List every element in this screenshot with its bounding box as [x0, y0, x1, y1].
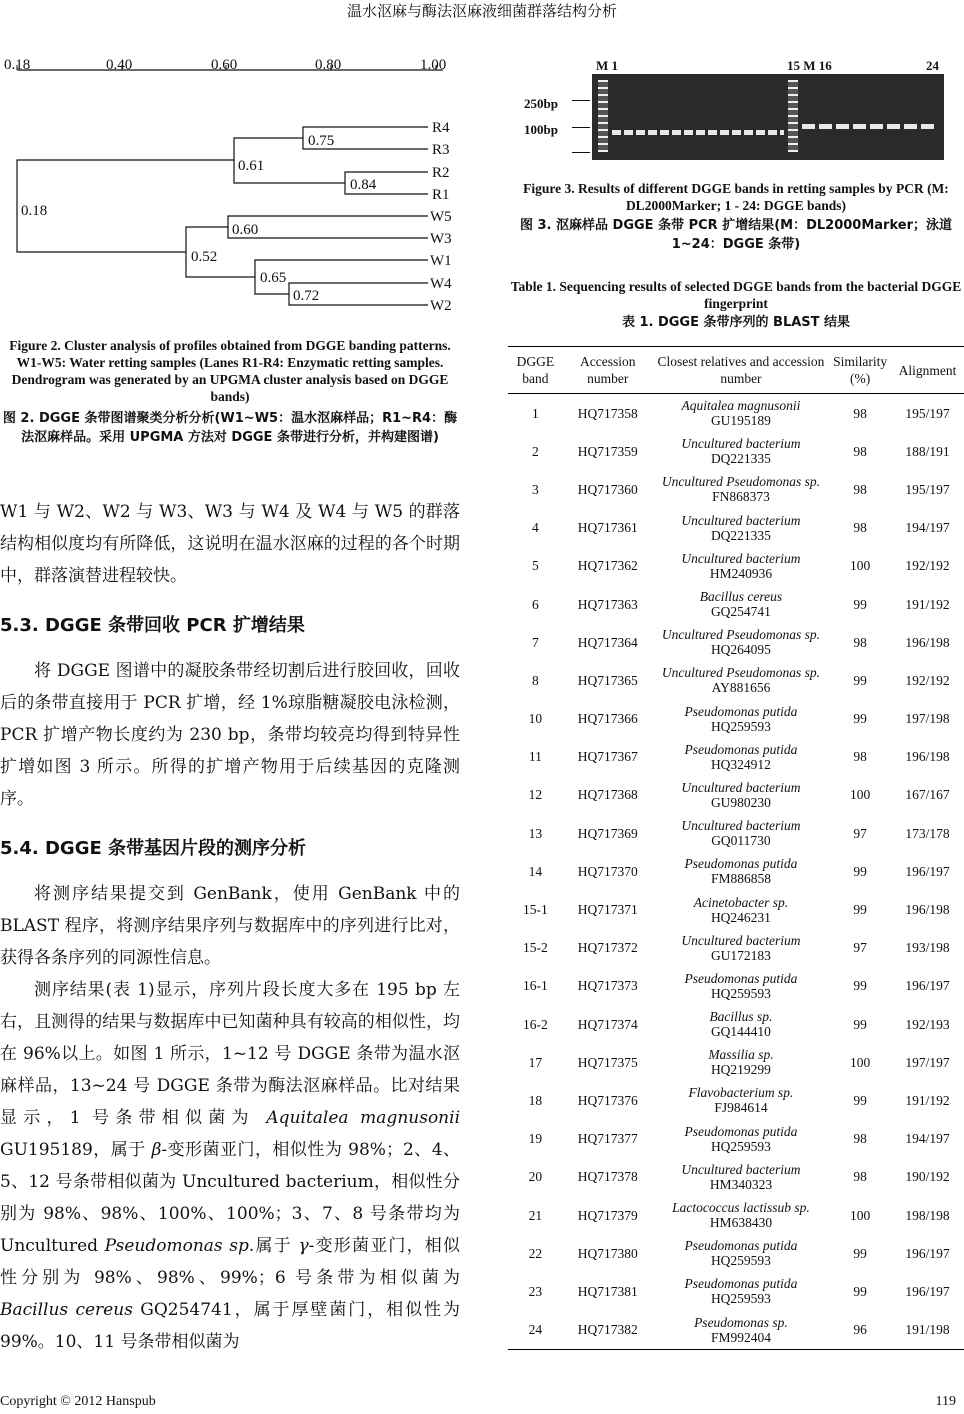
relative-name: Pseudomonas putida [684, 1238, 798, 1254]
paragraph: 将测序结果提交到 GenBank，使用 GenBank 中的 BLAST 程序，将测序结果序列与数据库中的序列进行比对，获得各条序列的同源性信息。 测序结果(表 1)显示，序列片段长度大多在 195 bp 左右，且测得的结果与数据库中已知菌种具有较高的相似性，均在 96%以上。如图 1 所示，1~12 号 DGGE 条带为温水沤麻样品，13~24 号 DGGE 条带为酶法沤麻样品。比对结果显示，1 号条带相似菌为 Aquitalea magnusonii GU195189，属于 β-变形菌亚门，相似性为 98%；2、4、5、12 号条带相似菌为 Uncultured bacterium，相似性分别为 98%、98%、100%、100%；3、7、8 号条带均为 Uncultured Pseudomonas sp.属于 γ-变形菌亚门，相似性分别为 98%、98%、99%；6 号条带为相似菌为 Bacillus cereus GQ254741，属于厚壁菌门，相似性为 99%。10、11 号条带相似菌为 [0, 884, 461, 1352]
figure2-caption-en: Figure 2. Cluster analysis of profiles obtained from DGGE banding patterns. W1-W5: Water retting samples (Lanes R1-R4: Enzymatic retting samples. Dendrogram was generated by an UPGMA cluster analysis based on DGGE bands) [9, 338, 451, 404]
table-row [508, 394, 964, 433]
relative-accession: GQ011730 [711, 833, 771, 849]
cell-alignment: 197/197 [905, 1054, 950, 1070]
cell-alignment: 193/198 [905, 940, 950, 956]
dendrogram-figure [0, 52, 470, 320]
cell-band: 19 [528, 1131, 543, 1147]
table-row [508, 470, 964, 508]
cell-relative [653, 814, 830, 852]
col-header: Similarity (%) [829, 347, 891, 394]
relative-accession: HQ264095 [710, 642, 771, 658]
cell-relative [653, 1158, 830, 1196]
cell-band: 10 [528, 711, 543, 727]
cell-relative [653, 547, 830, 585]
dendrogram-branches [17, 127, 428, 305]
marker-ladder-lane [788, 80, 798, 152]
relative-accession: GU172183 [710, 947, 771, 963]
page-number: 119 [935, 1394, 956, 1409]
lane-label: 24 [926, 58, 939, 73]
relative-accession: GU195189 [710, 413, 771, 429]
axis-tick: 1.00 [420, 57, 447, 73]
node-label: 0.61 [238, 158, 265, 174]
cell-band: 21 [528, 1207, 543, 1223]
section-heading: 5.4. DGGE 条带基因片段的测序分析 [0, 838, 307, 859]
leaf-label: W4 [430, 276, 452, 292]
cell-band: 8 [532, 672, 539, 688]
cell-band: 20 [528, 1169, 543, 1185]
cell-band: 24 [508, 1311, 563, 1350]
table-row [508, 1158, 964, 1196]
relative-name: Pseudomonas putida [684, 741, 798, 757]
cell-similarity: 97 [853, 940, 867, 956]
cell-relative [653, 1081, 830, 1119]
col-header: Alignment [891, 347, 964, 394]
node-label: 0.60 [232, 222, 259, 238]
col-header: DGGE band [508, 347, 563, 394]
relative-accession: HQ259593 [710, 1291, 771, 1307]
cell-relative [653, 967, 830, 1005]
cell-relative [653, 432, 830, 470]
cell-accession: HQ717370 [577, 863, 638, 879]
table-row [508, 814, 964, 852]
relative-name: Pseudomonas putida [684, 1123, 798, 1139]
cell-band: 17 [528, 1054, 543, 1070]
table-row [508, 1005, 964, 1043]
relative-accession: HQ259593 [710, 1138, 771, 1154]
table-row [508, 1196, 964, 1234]
cell-alignment: 191/198 [891, 1311, 964, 1350]
cell-band: 15-2 [523, 940, 548, 956]
cell-similarity: 99 [853, 863, 867, 879]
cell-similarity: 99 [853, 902, 867, 918]
cell-alignment: 197/198 [905, 711, 950, 727]
size-label: 250bp [524, 96, 558, 111]
cell-similarity: 100 [849, 1207, 871, 1223]
cell-similarity: 98 [853, 520, 867, 536]
lane-label: 15 M 16 [787, 58, 832, 73]
cell-relative [653, 470, 830, 508]
axis-tick: 0.40 [106, 57, 133, 73]
sample-bands [612, 130, 784, 135]
relative-name: Uncultured bacterium [681, 932, 801, 948]
cell-relative [653, 1005, 830, 1043]
running-header: 温水沤麻与酶法沤麻液细菌群落结构分析 [346, 2, 617, 20]
cell-accession: HQ717375 [577, 1054, 638, 1070]
paragraph: 将 DGGE 图谱中的凝胶条带经切割后进行胶回收，回收后的条带直接用于 PCR 扩增，经 1%琼脂糖凝胶电泳检测，PCR 扩增产物长度约为 230 bp，条带均较亮均得到特异性扩增如图 3 所示。所得的扩增产物用于后续基因的克隆测序。 [0, 661, 460, 809]
gel-background [592, 74, 944, 160]
cell-alignment: 195/197 [905, 481, 950, 497]
cell-relative [653, 776, 830, 814]
table-row [508, 1234, 964, 1272]
relative-name: Uncultured bacterium [681, 436, 801, 452]
cell-relative [653, 394, 830, 433]
relative-accession: FM992404 [710, 1329, 771, 1345]
cell-similarity: 99 [853, 1283, 867, 1299]
relative-name: Uncultured Pseudomonas sp. [661, 627, 820, 643]
relative-name: Acinetobacter sp. [693, 894, 789, 910]
relative-name: Uncultured bacterium [681, 550, 801, 566]
cell-alignment: 195/197 [905, 405, 950, 421]
cell-accession: HQ717376 [577, 1092, 638, 1108]
figure2-caption-zh: 图 2. DGGE 条带图谱聚类分析分析(W1~W5：温水沤麻样品；R1~R4：酶法沤麻样品。采用 UPGMA 方法对 DGGE 条带进行分析，并构建图谱) [2, 411, 458, 445]
relative-name: Flavobacterium sp. [688, 1085, 794, 1101]
cell-relative [653, 1234, 830, 1272]
table-row [508, 776, 964, 814]
cell-alignment: 192/192 [905, 558, 950, 574]
gel-image-panel [508, 52, 964, 167]
cell-relative [653, 623, 830, 661]
table-row [508, 1043, 964, 1081]
cell-alignment: 196/197 [905, 1245, 950, 1261]
relative-name: Pseudomonas putida [684, 970, 798, 986]
relative-accession: HM340323 [709, 1176, 773, 1192]
cell-relative [653, 1311, 830, 1350]
section-heading: 5.3. DGGE 条带回收 PCR 扩增结果 [0, 615, 305, 636]
cell-relative [653, 738, 830, 776]
cell-accession: HQ717379 [577, 1207, 638, 1223]
table-row [508, 661, 964, 699]
relative-name: Uncultured bacterium [681, 818, 801, 834]
relative-accession: AY881656 [711, 680, 771, 696]
cell-alignment: 192/193 [905, 1016, 950, 1032]
col-header: Accession number [563, 347, 653, 394]
col-header: Closest relatives and accession number [653, 347, 830, 394]
relative-accession: HM638430 [709, 1215, 773, 1231]
cell-accession: HQ717365 [577, 672, 638, 688]
relative-name: Pseudomonas putida [684, 1276, 798, 1292]
relative-accession: FJ984614 [714, 1100, 768, 1116]
cell-relative [653, 929, 830, 967]
cell-alignment: 190/192 [905, 1169, 950, 1185]
relative-accession: FM886858 [710, 871, 771, 887]
cell-band: 6 [532, 596, 539, 612]
cell-alignment: 198/198 [905, 1207, 950, 1223]
cell-accession: HQ717367 [577, 749, 638, 765]
cell-alignment: 191/192 [905, 1092, 950, 1108]
relative-accession: GQ254741 [710, 604, 771, 620]
table-row [508, 1120, 964, 1158]
relative-name: Aquitalea magnusonii [681, 398, 801, 414]
figure3-caption-en: Figure 3. Results of different DGGE bands in retting samples by PCR (M: DL2000Marker; 1 - 24: DGGE bands) [523, 181, 949, 213]
cell-alignment: 196/197 [905, 1283, 950, 1299]
cell-accession: HQ717363 [577, 596, 638, 612]
cell-similarity: 98 [853, 1131, 867, 1147]
cell-similarity: 99 [853, 711, 867, 727]
cell-band: 2 [532, 443, 539, 459]
marker-ladder-lane [598, 80, 608, 152]
cell-similarity: 99 [853, 1245, 867, 1261]
cell-similarity: 98 [853, 443, 867, 459]
relative-accession: DQ221335 [710, 451, 771, 467]
relative-accession: GU980230 [710, 794, 771, 810]
sequencing-table [508, 346, 964, 1350]
relative-name: Uncultured bacterium [681, 779, 801, 795]
cell-band: 16-1 [523, 978, 548, 994]
table-row [508, 547, 964, 585]
cell-relative [653, 852, 830, 890]
copyright: Copyright © 2012 Hanspub [0, 1394, 156, 1409]
table-row [508, 509, 964, 547]
cell-relative [653, 1272, 830, 1310]
cell-relative [653, 700, 830, 738]
cell-accession: HQ717359 [577, 443, 638, 459]
table-row [508, 623, 964, 661]
cell-band: 15-1 [523, 902, 548, 918]
cell-alignment: 188/191 [905, 443, 950, 459]
table-row [508, 1081, 964, 1119]
relative-accession: GQ144410 [710, 1024, 771, 1040]
cell-similarity: 96 [829, 1311, 891, 1350]
relative-name: Bacillus cereus [699, 589, 783, 605]
relative-name: Uncultured bacterium [681, 512, 801, 528]
cell-band: 22 [528, 1245, 543, 1261]
cell-similarity: 98 [853, 634, 867, 650]
cell-accession: HQ717374 [577, 1016, 638, 1032]
node-label: 0.72 [293, 288, 320, 304]
node-label: 0.52 [191, 249, 218, 265]
cell-accession: HQ717372 [577, 940, 638, 956]
cell-similarity: 99 [853, 1016, 867, 1032]
cell-alignment: 196/198 [905, 902, 950, 918]
axis-tick: 0.18 [4, 57, 31, 73]
table-row [508, 1311, 964, 1350]
cell-accession: HQ717377 [577, 1131, 638, 1147]
leaf-label: R3 [432, 142, 450, 158]
cell-band: 13 [528, 825, 543, 841]
leaf-label: R4 [432, 120, 450, 136]
cell-alignment: 194/197 [905, 520, 950, 536]
cell-alignment: 196/197 [905, 978, 950, 994]
cell-accession: HQ717366 [577, 711, 638, 727]
cell-band: 7 [532, 634, 539, 650]
cell-similarity: 99 [853, 1092, 867, 1108]
node-label: 0.75 [308, 133, 335, 149]
cell-accession: HQ717382 [563, 1311, 653, 1350]
cell-band: 1 [532, 405, 539, 421]
cell-similarity: 100 [849, 1054, 871, 1070]
table-row [508, 967, 964, 1005]
cell-accession: HQ717378 [577, 1169, 638, 1185]
relative-accession: DQ221335 [710, 527, 771, 543]
cell-similarity: 100 [849, 558, 871, 574]
cell-band: 18 [528, 1092, 543, 1108]
cell-alignment: 196/198 [905, 634, 950, 650]
cell-similarity: 98 [853, 749, 867, 765]
relative-name: Uncultured Pseudomonas sp. [661, 474, 820, 490]
cell-similarity: 99 [853, 672, 867, 688]
relative-accession: HQ259593 [710, 985, 771, 1001]
cell-accession: HQ717362 [577, 558, 638, 574]
cell-accession: HQ717371 [577, 902, 638, 918]
table1-caption-zh: 表 1. DGGE 条带序列的 BLAST 结果 [621, 315, 851, 330]
table-row [508, 432, 964, 470]
lane-label: M 1 [596, 58, 619, 73]
leaf-label: W5 [430, 209, 452, 225]
table-row [508, 585, 964, 623]
sample-bands [802, 124, 938, 129]
cell-similarity: 98 [853, 1169, 867, 1185]
relative-accession: HQ259593 [710, 718, 771, 734]
cell-band: 23 [528, 1283, 543, 1299]
cell-relative [653, 1120, 830, 1158]
cell-accession: HQ717360 [577, 481, 638, 497]
table-row [508, 890, 964, 928]
cell-alignment: 192/192 [905, 672, 950, 688]
relative-accession: HQ219299 [710, 1062, 771, 1078]
cell-similarity: 97 [853, 825, 867, 841]
node-label: 0.18 [21, 203, 48, 219]
relative-name: Pseudomonas putida [684, 703, 798, 719]
cell-band: 12 [528, 787, 543, 803]
table-row [508, 700, 964, 738]
relative-name: Pseudomonas sp. [694, 1314, 788, 1330]
cell-alignment: 173/178 [905, 825, 950, 841]
cell-band: 11 [528, 749, 542, 765]
relative-accession: HM240936 [709, 565, 773, 581]
cell-alignment: 196/198 [905, 749, 950, 765]
leaf-label: W2 [430, 298, 452, 314]
table-row [508, 929, 964, 967]
relative-name: Massilia sp. [708, 1047, 774, 1063]
relative-name: Uncultured Pseudomonas sp. [661, 665, 820, 681]
cell-accession: HQ717361 [577, 520, 638, 536]
cell-relative [653, 585, 830, 623]
cell-accession: HQ717364 [577, 634, 638, 650]
cell-similarity: 98 [853, 481, 867, 497]
relative-accession: FN868373 [712, 489, 770, 505]
node-label: 0.84 [350, 177, 377, 193]
cell-alignment: 167/167 [905, 787, 950, 803]
cell-band: 3 [532, 481, 539, 497]
cell-band: 4 [532, 520, 539, 536]
paragraph: W1 与 W2、W2 与 W3、W3 与 W4 及 W4 与 W5 的群落结构相似度均有所降低，这说明在温水沤麻的过程的各个时期中，群落演替进程较快。 [0, 502, 460, 586]
cell-relative [653, 890, 830, 928]
cell-accession: HQ717380 [577, 1245, 638, 1261]
cell-band: 5 [532, 558, 539, 574]
size-label: 100bp [524, 122, 558, 137]
table-row [508, 852, 964, 890]
table1-caption-en: Table 1. Sequencing results of selected DGGE bands from the bacterial DGGE fingerprint [510, 279, 962, 311]
relative-accession: HQ246231 [710, 909, 771, 925]
leaf-label: W3 [430, 231, 452, 247]
cell-accession: HQ717358 [577, 405, 638, 421]
relative-name: Bacillus sp. [709, 1009, 773, 1025]
relative-accession: HQ324912 [710, 756, 771, 772]
cell-similarity: 99 [853, 596, 867, 612]
relative-accession: HQ259593 [710, 1253, 771, 1269]
cell-alignment: 196/197 [905, 863, 950, 879]
table-row [508, 1272, 964, 1310]
axis-tick: 0.60 [211, 57, 238, 73]
cell-relative [653, 1196, 830, 1234]
cell-relative [653, 661, 830, 699]
cell-accession: HQ717368 [577, 787, 638, 803]
cell-alignment: 191/192 [905, 596, 950, 612]
table-row [508, 738, 964, 776]
figure3-caption-zh: 图 3. 沤麻样品 DGGE 条带 PCR 扩增结果(M：DL2000Marker；泳道 1~24：DGGE 条带) [519, 218, 952, 252]
cell-similarity: 100 [849, 787, 871, 803]
axis-tick: 0.80 [315, 57, 342, 73]
cell-similarity: 98 [853, 405, 867, 421]
cell-similarity: 99 [853, 978, 867, 994]
cell-alignment: 194/197 [905, 1131, 950, 1147]
relative-name: Lactococcus lactissub sp. [672, 1200, 810, 1216]
leaf-label: W1 [430, 253, 452, 269]
leaf-label: R1 [432, 187, 450, 203]
relative-name: Pseudomonas putida [684, 856, 798, 872]
relative-name: Uncultured bacterium [681, 1161, 801, 1177]
cell-relative [653, 509, 830, 547]
leaf-label: R2 [432, 165, 450, 181]
cell-accession: HQ717373 [577, 978, 638, 994]
cell-relative [653, 1043, 830, 1081]
cell-accession: HQ717369 [577, 825, 638, 841]
cell-band: 16-2 [523, 1016, 548, 1032]
node-label: 0.65 [260, 270, 287, 286]
cell-accession: HQ717381 [577, 1283, 638, 1299]
cell-band: 14 [528, 863, 543, 879]
